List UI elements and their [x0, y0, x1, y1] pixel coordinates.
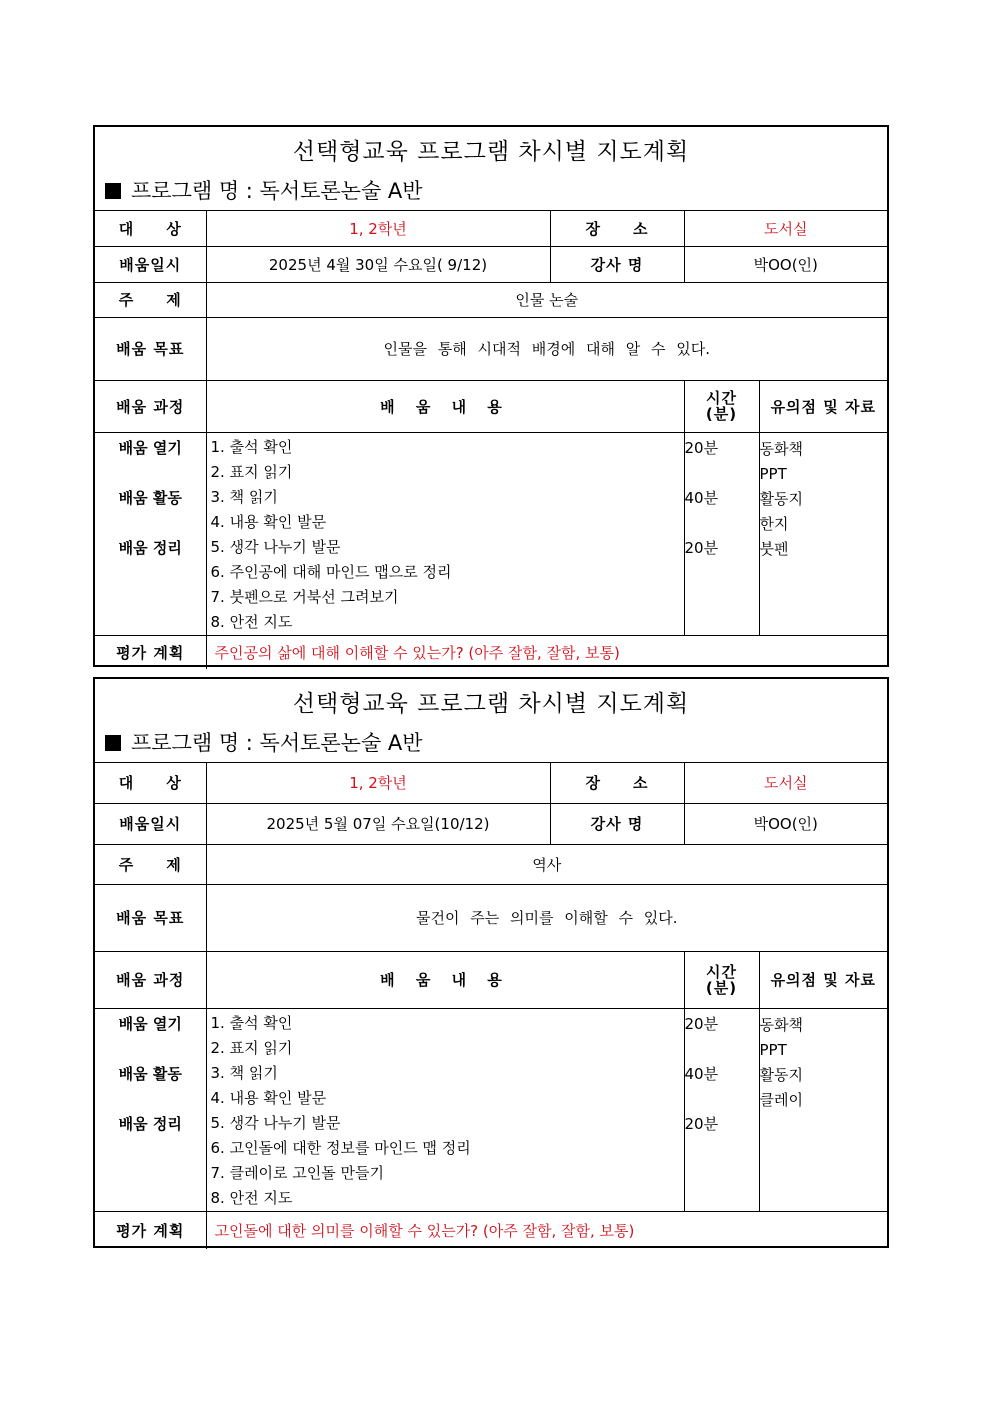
list-item: 3. 책 읽기: [210, 1063, 278, 1082]
material-item: 한지: [759, 514, 789, 533]
time-header-line1: 시간: [706, 389, 737, 407]
list-item: 2. 표지 읽기: [210, 1038, 293, 1057]
plan-header: [95, 127, 887, 211]
times-cell: [684, 1008, 759, 1211]
goal-value: 인물을 통해 시대적 배경에 대해 알 수 있다.: [206, 317, 887, 380]
program-name: 프로그램 명 : 독서토론논술 A반: [131, 179, 423, 203]
plan-table: [95, 211, 887, 669]
material-item: 활동지: [759, 1065, 803, 1084]
target-value: 1, 2학년: [206, 763, 550, 803]
place-value: 도서실: [684, 763, 887, 803]
plan-title: 선택형교육 프로그램 차시별 지도계획: [292, 139, 690, 165]
program-name-row: [105, 175, 423, 205]
place-label: 장 소: [550, 763, 684, 803]
datetime-value: 2025년 5월 07일 수요일(10/12): [206, 803, 550, 844]
lesson-plan-2: [93, 677, 889, 1248]
materials-header: 유의점 및 자료: [759, 951, 887, 1008]
target-label: 대 상: [95, 763, 206, 803]
time-header: [684, 951, 759, 1008]
datetime-label: 배움일시: [95, 246, 206, 282]
list-item: 1. 출석 확인: [210, 1013, 293, 1032]
topic-value: 역사: [206, 844, 887, 884]
content-header: 배 움 내 용: [206, 380, 684, 432]
plan-table: [95, 763, 887, 1249]
times-cell: [684, 432, 759, 635]
goal-label: 배움 목표: [95, 884, 206, 951]
plan-header: [95, 679, 887, 763]
eval-label: 평가 계획: [95, 635, 206, 669]
target-value: 1, 2학년: [206, 211, 550, 246]
material-item: 활동지: [759, 489, 803, 508]
time-header: [684, 380, 759, 432]
material-item: 클레이: [759, 1090, 803, 1109]
lesson-plan-1: [93, 125, 889, 667]
steps-cell: [95, 1008, 206, 1211]
list-item: 6. 주인공에 대해 마인드 맵으로 정리: [210, 562, 452, 581]
topic-label: 주 제: [95, 844, 206, 884]
materials-cell: [759, 1008, 887, 1211]
goal-value: 물건이 주는 의미를 이해할 수 있다.: [206, 884, 887, 951]
time-item: 40분: [684, 488, 719, 507]
step-item: 배움 열기: [118, 1014, 182, 1033]
program-name-row: [105, 727, 423, 757]
program-name: 프로그램 명 : 독서토론논술 A반: [131, 731, 423, 755]
eval-value: 고인돌에 대한 의미를 이해할 수 있는가? (아주 잘함, 잘함, 보통): [206, 1211, 887, 1249]
step-item: 배움 활동: [118, 488, 182, 507]
step-item: 배움 정리: [118, 1114, 182, 1133]
list-item: 3. 책 읽기: [210, 487, 278, 506]
materials-header: 유의점 및 자료: [759, 380, 887, 432]
time-item: 40분: [684, 1064, 719, 1083]
plan-title: 선택형교육 프로그램 차시별 지도계획: [292, 691, 690, 717]
list-item: 1. 출석 확인: [210, 437, 293, 456]
list-item: 7. 붓펜으로 거북선 그려보기: [210, 587, 399, 606]
material-item: 동화책: [759, 1015, 803, 1034]
list-item: 2. 표지 읽기: [210, 462, 293, 481]
teacher-label: 강사 명: [550, 803, 684, 844]
process-label: 배움 과정: [95, 380, 206, 432]
steps-cell: [95, 432, 206, 635]
time-item: 20분: [684, 538, 719, 557]
material-item: PPT: [759, 464, 787, 483]
time-item: 20분: [684, 438, 719, 457]
goal-label: 배움 목표: [95, 317, 206, 380]
square-bullet-icon: [105, 183, 121, 199]
time-item: 20분: [684, 1014, 719, 1033]
step-item: 배움 열기: [118, 438, 182, 457]
time-header-line1: 시간: [706, 962, 737, 981]
content-list: [206, 432, 684, 635]
teacher-label: 강사 명: [550, 246, 684, 282]
list-item: 8. 안전 지도: [210, 1188, 293, 1207]
content-list: [206, 1008, 684, 1211]
step-item: 배움 활동: [118, 1064, 182, 1083]
list-item: 4. 내용 확인 발문: [210, 512, 327, 531]
step-item: 배움 정리: [118, 538, 182, 557]
place-value: 도서실: [684, 211, 887, 246]
datetime-label: 배움일시: [95, 803, 206, 844]
list-item: 5. 생각 나누기 발문: [210, 1113, 341, 1132]
content-header: 배 움 내 용: [206, 951, 684, 1008]
time-item: 20분: [684, 1114, 719, 1133]
topic-value: 인물 논술: [206, 282, 887, 317]
time-header-line2: (분): [705, 405, 738, 423]
material-item: 동화책: [759, 439, 803, 458]
list-item: 4. 내용 확인 발문: [210, 1088, 327, 1107]
datetime-value: 2025년 4월 30일 수요일( 9/12): [206, 246, 550, 282]
material-item: PPT: [759, 1040, 787, 1059]
place-label: 장 소: [550, 211, 684, 246]
list-item: 7. 클레이로 고인돌 만들기: [210, 1163, 385, 1182]
material-item: 붓펜: [759, 539, 789, 558]
list-item: 8. 안전 지도: [210, 612, 293, 631]
teacher-value: 박OO(인): [684, 803, 887, 844]
square-bullet-icon: [105, 735, 121, 751]
eval-value: 주인공의 삶에 대해 이해할 수 있는가? (아주 잘함, 잘함, 보통): [206, 635, 887, 669]
time-header-line2: (분): [705, 978, 738, 997]
topic-label: 주 제: [95, 282, 206, 317]
teacher-value: 박OO(인): [684, 246, 887, 282]
list-item: 5. 생각 나누기 발문: [210, 537, 341, 556]
process-label: 배움 과정: [95, 951, 206, 1008]
eval-label: 평가 계획: [95, 1211, 206, 1249]
target-label: 대 상: [95, 211, 206, 246]
materials-cell: [759, 432, 887, 635]
list-item: 6. 고인돌에 대한 정보를 마인드 맵 정리: [210, 1138, 471, 1157]
